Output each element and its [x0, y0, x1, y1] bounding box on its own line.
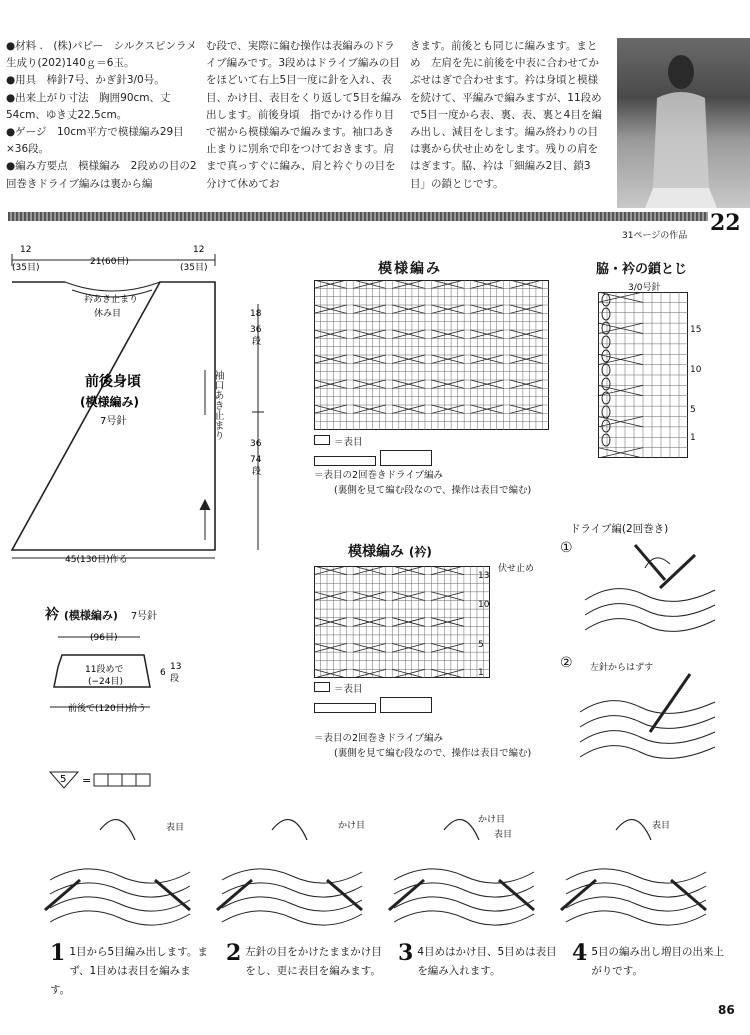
collar-subtitle: (模様編み) — [63, 609, 118, 622]
collar-inner1: 11段めで — [85, 665, 124, 675]
knit-row — [394, 869, 534, 883]
collar-chart-title — [348, 541, 432, 561]
instructions-column-2 — [206, 38, 402, 193]
knit-row — [222, 897, 362, 911]
legend-note: (裏側を見て編む段なので、操作は表目で編む) — [334, 485, 532, 496]
instructions-text-3: きます。前後とも同じに編みます。まとめ 左肩を先に前後を中表に合わせてかぶせはぎで合わせます。衿は身頃と模様を続けて、平編みで編みますが、11段めで5目一度から表、裏、表、裏と4目を編み出し、減目をします。編み終わりの目は裏から伏せ止めをします。残りの肩をはぎます。脇、衿は「細編み2目、鎖3目」の鎖とじです。 — [410, 40, 602, 190]
rest-stitches-label: 休み目 — [94, 309, 122, 319]
collar-chart-row5: 5 — [478, 640, 484, 650]
sleeve-opening-mark: 袖口あき止まり — [212, 370, 223, 440]
right-needle — [499, 880, 534, 910]
step-2 — [226, 940, 386, 978]
right-needle — [671, 880, 706, 910]
drive-step2-illustration — [570, 672, 725, 767]
collar-side-cm: 6 — [160, 668, 166, 678]
step-2-text: 左針の目をかけたままかけ目をし、更に表目を編みます。 — [245, 946, 382, 977]
pattern-chart-legend — [314, 435, 531, 498]
knit-row — [222, 869, 362, 883]
step-4-text: 5目の編み出し増目の出来上がりです。 — [591, 946, 724, 977]
section-number: 22 — [710, 210, 741, 236]
top-left-measure: 12 — [20, 245, 32, 255]
step-4-number: 4 — [572, 940, 588, 966]
collar-chart-title-text: 模様編み — [348, 544, 404, 560]
upper-rows: 36 — [250, 325, 262, 335]
bottom-cast-on: 45(130目)作る — [65, 555, 128, 565]
knit-row — [394, 897, 534, 911]
steps-illustrations — [40, 810, 740, 940]
collar-chart-row13: 13 — [478, 571, 490, 581]
step-2-number: 2 — [226, 940, 242, 966]
top-left-stitches: (35目) — [12, 263, 40, 273]
section-band — [8, 212, 708, 221]
lower-rows: 74 — [250, 455, 262, 465]
collar-title — [45, 604, 157, 624]
collar-legend-knit: ＝表目 — [334, 684, 363, 695]
step-4 — [572, 940, 732, 978]
knit-row — [394, 883, 534, 897]
knit-row — [566, 897, 706, 911]
top-right-stitches: (35目) — [180, 263, 208, 273]
left-needle — [561, 880, 596, 910]
instructions-column-3 — [410, 38, 606, 193]
knit-row — [566, 883, 706, 897]
step-4-label: 表目 — [652, 821, 671, 831]
chain-stitch — [602, 378, 610, 390]
left-needle — [217, 880, 252, 910]
neck-open-label: 衿あき止まり — [84, 295, 139, 305]
upper-cm: 18 — [250, 309, 262, 319]
side-chart-title: 脇・衿の鎖とじ — [596, 262, 688, 277]
body-subtitle: (模様編み) — [80, 395, 139, 409]
material-line: ●材料 . (株)パピー シルクスピンラメ生成り(202)140ｇ＝6玉。 — [6, 40, 197, 70]
step-1-number: 1 — [50, 940, 66, 966]
page-number: 86 — [718, 1003, 735, 1017]
collar-side-unit: 段 — [170, 674, 180, 684]
collar-chart-legend — [314, 682, 531, 761]
left-needle — [389, 880, 424, 910]
left-needle — [45, 880, 80, 910]
knit-row — [222, 911, 362, 925]
side-row10: 10 — [690, 365, 702, 375]
step-3-text: 4目めはかけ目、5目めは表目を編み入れます。 — [417, 946, 557, 977]
knit-row — [50, 883, 190, 897]
drive-step2-num: ② — [560, 655, 573, 671]
chain-stitch — [602, 406, 610, 418]
bind-off-label: 伏せ止め — [498, 564, 535, 574]
side-row15: 15 — [690, 325, 702, 335]
drive-step2-note: 左針からはずす — [590, 663, 654, 673]
knit-row — [50, 911, 190, 925]
right-needle — [155, 880, 190, 910]
yarn-loop — [272, 820, 307, 840]
yarn-loop — [100, 820, 135, 840]
step-1-text: 1目から5目編み出します。まず、1目めは表目を編みます。 — [50, 946, 208, 996]
collar-chart-row1: 1 — [478, 668, 484, 678]
step-1 — [50, 940, 210, 997]
instructions-text-2: む段で、実際に編む操作は表編みのドライブ編みです。3段めはドライブ編みの目をほどいて右上5目一度に針を入れ、表目、かけ目、表目をくり返して5目を編み出します。前後身頃 指でかける作り目で裾から模様編みで編みます。袖口あき止まりに別糸で印をつけておきます。肩まで真っすぐに編み、肩と衿ぐりの目を分けて休めてお — [206, 40, 402, 190]
pattern-chart-title: 模様編み — [378, 261, 442, 277]
collar-schematic — [40, 625, 200, 720]
knit-row — [566, 869, 706, 883]
step-1-label: 表目 — [166, 823, 185, 833]
knit-row — [566, 911, 706, 925]
collar-chart-row10: 10 — [478, 600, 490, 610]
materials-column — [6, 38, 198, 193]
body-schematic — [0, 240, 290, 580]
model-silhouette — [617, 38, 750, 208]
collar-inner2: (−24目) — [88, 677, 124, 687]
upper-unit: 段 — [252, 337, 262, 347]
size-line: ●出来上がり寸法 胸囲90cm、丈54cm、ゆき丈22.5cm。 — [6, 91, 171, 121]
chain-stitch — [602, 434, 610, 446]
points-line: ●編み方要点 模様編み 2段めの目の2回巻きドライブ編みは裏から編 — [6, 160, 197, 190]
drive-step1-illustration — [575, 540, 725, 640]
step-3-label: かけ目 — [478, 815, 506, 825]
collar-legend-note: (裏側を見て編む段なので、操作は表目で編む) — [334, 748, 532, 759]
chain-stitch — [602, 322, 610, 334]
chain-stitch — [602, 364, 610, 376]
knit-row — [222, 883, 362, 897]
legend-knit: ＝表目 — [334, 437, 363, 448]
lower-cm: 36 — [250, 439, 262, 449]
yarn-loop — [444, 820, 479, 840]
chain-stitch — [602, 336, 610, 348]
svg-text:=: = — [82, 774, 92, 787]
collar-chart-grid — [314, 566, 490, 678]
side-row5: 5 — [690, 405, 696, 415]
lower-unit: 段 — [252, 467, 262, 477]
section-reference: 31ページの作品 — [622, 231, 688, 241]
legend-drive: ＝表目の2回巻きドライブ編み — [314, 470, 443, 481]
collar-chart-subtitle: (衿) — [408, 545, 432, 559]
right-needle — [327, 880, 362, 910]
knit-row — [50, 897, 190, 911]
step-2-label: かけ目 — [338, 821, 366, 831]
body-title: 前後身頃 — [85, 374, 141, 390]
pattern-chart-grid — [314, 280, 549, 430]
model-photo — [617, 38, 750, 208]
step-3 — [398, 940, 558, 978]
step-3-number: 3 — [398, 940, 414, 966]
tools-line: ●用具 棒針7号、かぎ針3/0号。 — [6, 74, 165, 87]
collar-title-text: 衿 — [45, 607, 59, 623]
collar-bottom: 前後で(120目)拾う — [68, 704, 147, 714]
side-row1: 1 — [690, 433, 696, 443]
drive-step1-num: ① — [560, 540, 573, 556]
yarn-loop — [616, 820, 651, 840]
body-needle: 7号針 — [100, 416, 127, 427]
knit-row — [50, 869, 190, 883]
gauge-line: ●ゲージ 10cm平方で模様編み29目×36段。 — [6, 126, 184, 156]
five-symbol-number: 5 — [60, 774, 67, 785]
side-chart-hook: 3/0号針 — [628, 283, 661, 293]
collar-needle: 7号針 — [130, 611, 158, 622]
collar-side-rows: 13 — [170, 662, 182, 672]
top-mid-measure: 21(60目) — [90, 257, 129, 267]
collar-legend-drive: ＝表目の2回巻きドライブ編み — [314, 733, 443, 744]
knit-row — [394, 911, 534, 925]
chain-stitch — [602, 308, 610, 320]
top-right-measure: 12 — [193, 245, 205, 255]
step-3-label2: 表目 — [494, 830, 513, 840]
five-decrease-symbol — [48, 768, 158, 792]
collar-top: (96目) — [90, 633, 118, 643]
drive-title: ドライブ編(2回巻き) — [570, 523, 669, 535]
